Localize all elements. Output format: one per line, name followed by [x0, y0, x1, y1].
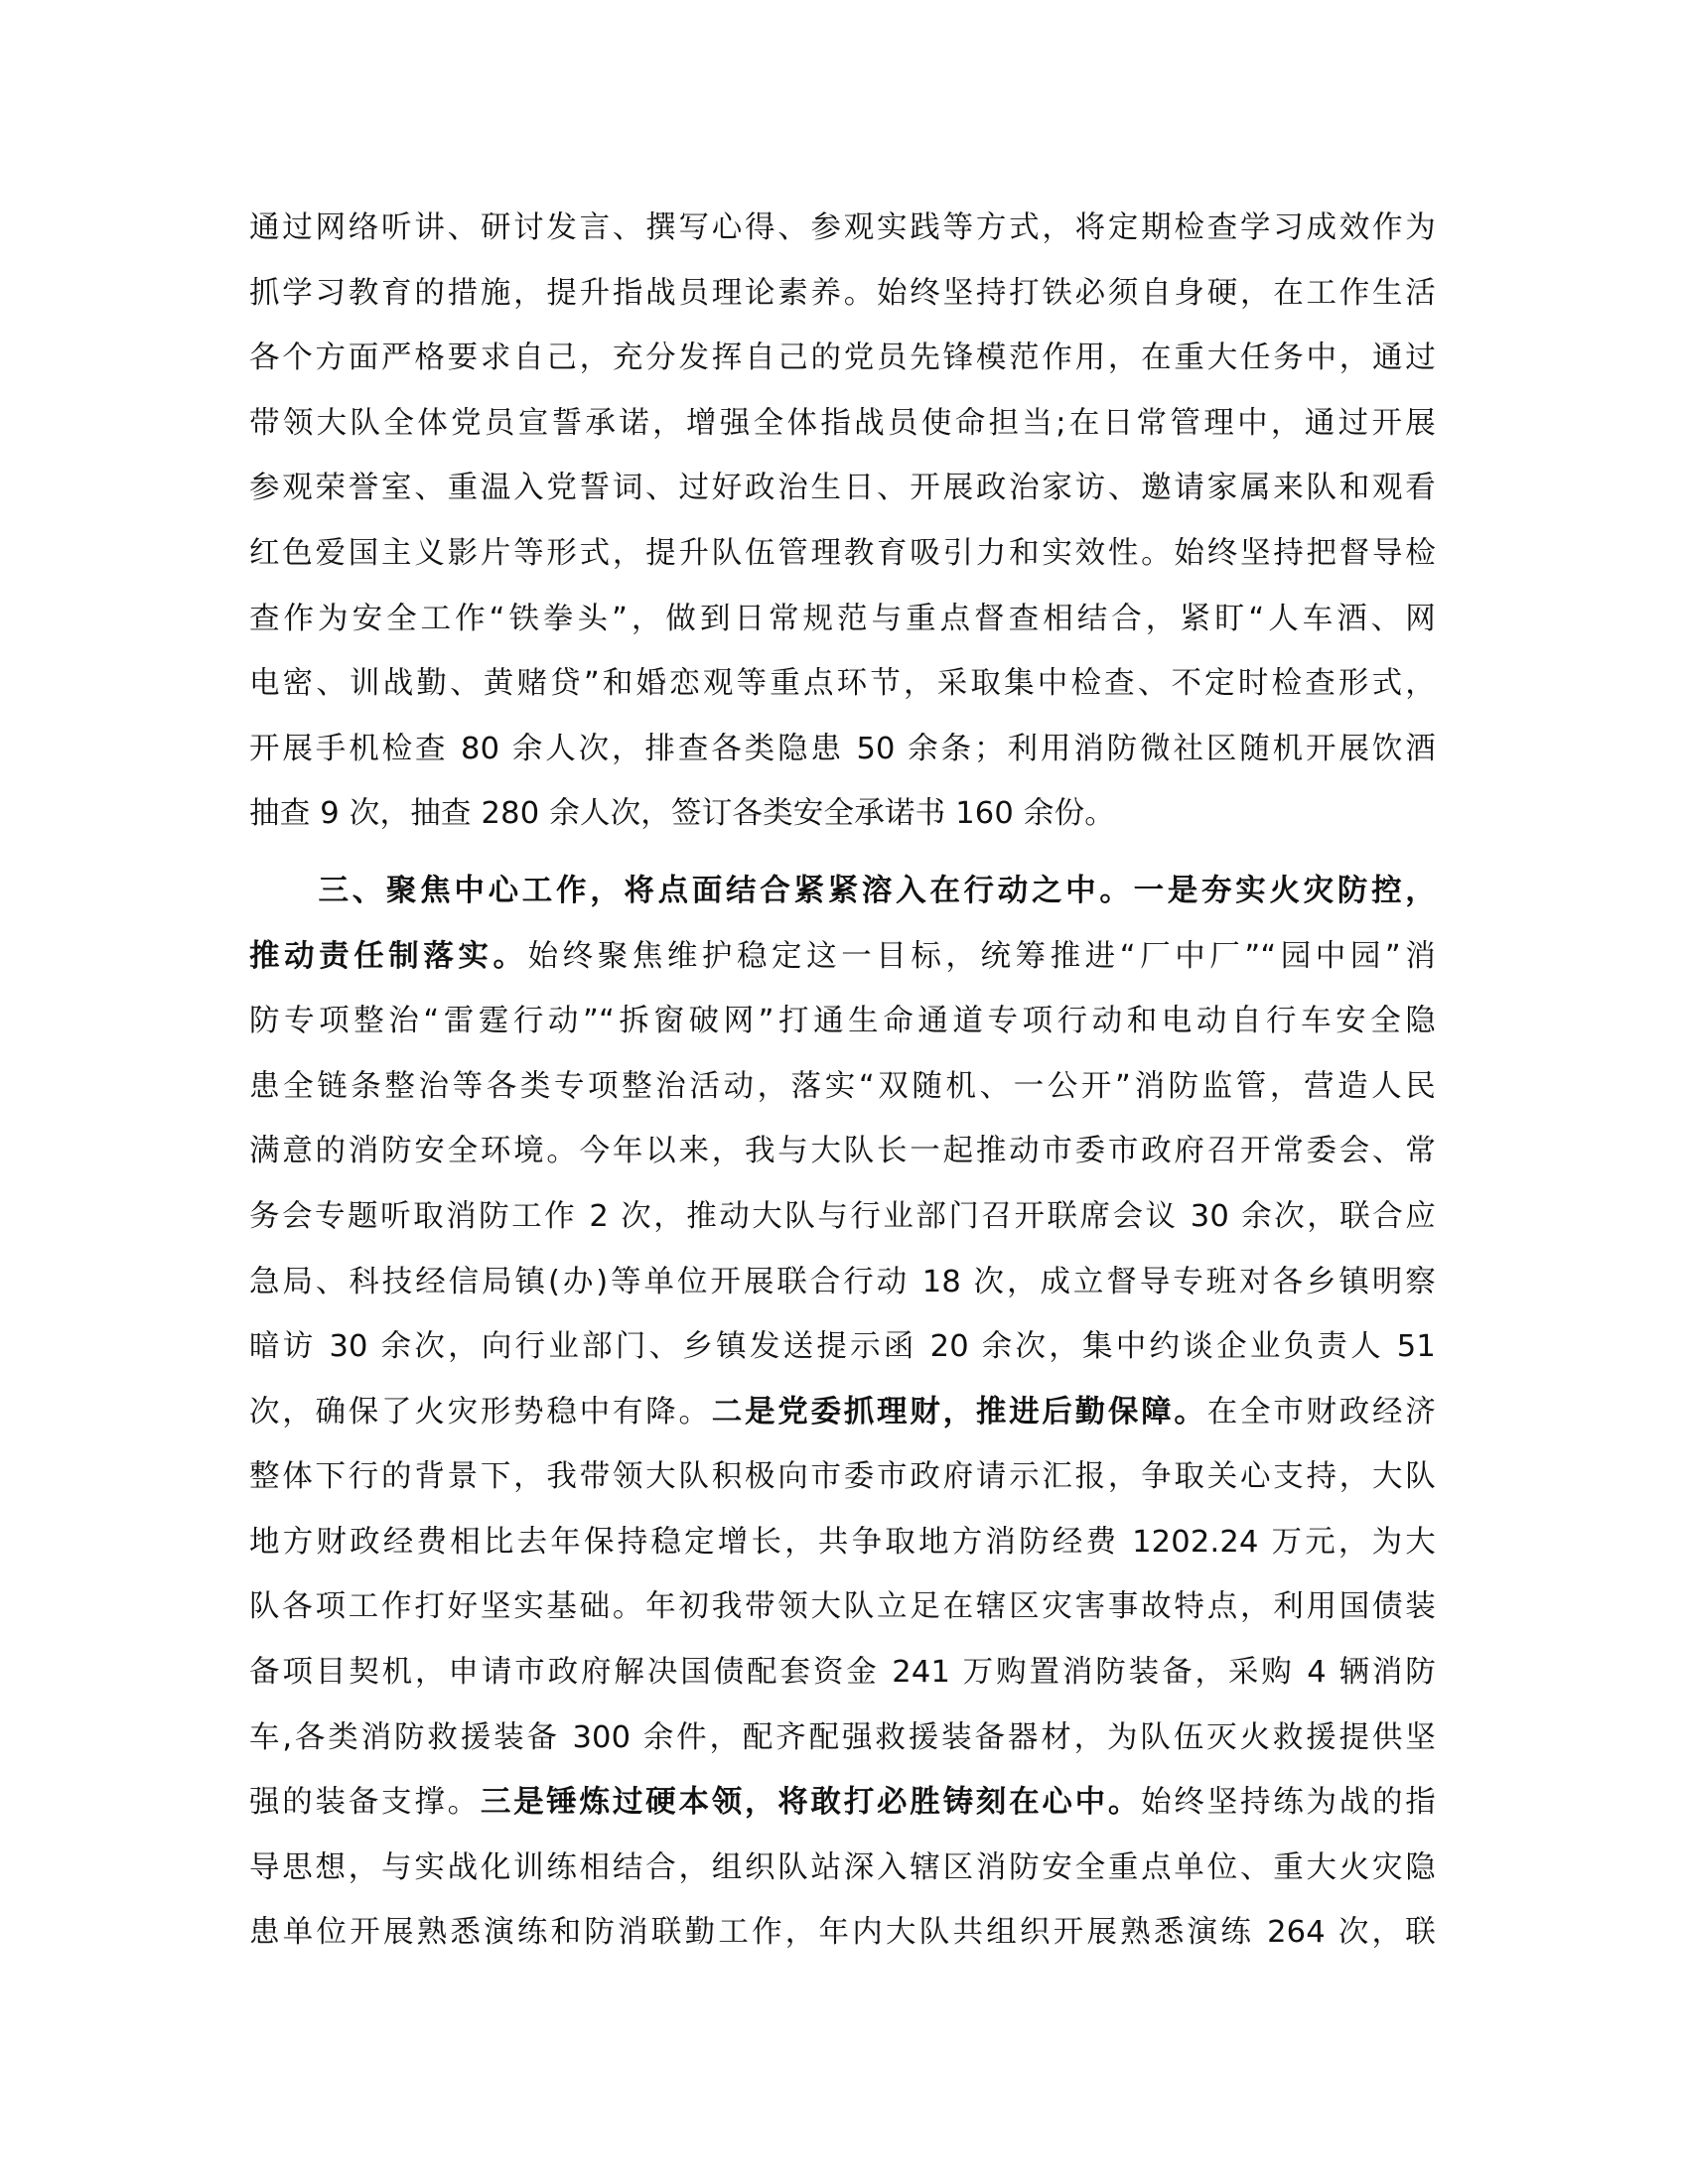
text-line: 电密、训战勤、黄赌贷”和婚恋观等重点环节，采取集中检查、不定时检查形式， — [249, 666, 1436, 702]
text-line: 各个方面严格要求自己，充分发挥自己的党员先锋模范作用，在重大任务中，通过 — [249, 341, 1436, 376]
text-line: 查作为安全工作“铁拳头”，做到日常规范与重点督查相结合，紧盯“人车酒、网 — [249, 601, 1436, 636]
text-line: 地方财政经费相比去年保持稳定增长，共争取地方消防经费 1202.24 万元，为大 — [249, 1524, 1436, 1560]
text-run: 在全市财政经济 — [1206, 1394, 1436, 1430]
document-body — [249, 196, 1436, 1966]
text-run: 始终坚持练为战的指 — [1141, 1785, 1436, 1821]
text-line: 整体下行的背景下，我带领大队积极向市委市政府请示汇报，争取关心支持，大队 — [249, 1459, 1436, 1495]
text-run: 始终聚焦维护稳定这一目标，统筹推进“厂中厂”“园中园”消 — [527, 938, 1436, 974]
paragraph-1 — [249, 196, 1436, 847]
text-line: 务会专题听取消防工作 2 次，推动大队与行业部门召开联席会议 30 余次，联合应 — [249, 1198, 1436, 1234]
text-run: 次，确保了火灾形势稳中有降。 — [249, 1394, 712, 1430]
text-line: 满意的消防安全环境。今年以来，我与大队长一起推动市委市政府召开常委会、常 — [249, 1134, 1436, 1169]
text-line: 防专项整治“雷霆行动”“拆窗破网”打通生命通道专项行动和电动自行车安全隐 — [249, 1004, 1436, 1039]
text-line: 暗访 30 余次，向行业部门、乡镇发送提示函 20 余次，集中约谈企业负责人 51 — [249, 1329, 1436, 1365]
text-line: 通过网络听讲、研讨发言、撰写心得、参观实践等方式，将定期检查学习成效作为 — [249, 210, 1436, 245]
text-line — [249, 924, 1436, 990]
text-line — [249, 1380, 1436, 1445]
text-line: 抽查 9 次，抽查 280 余人次，签订各类安全承诺书 160 余份。 — [249, 796, 1116, 832]
text-line: 参观荣誉室、重温入党誓词、过好政治生日、开展政治家访、邀请家属来队和观看 — [249, 471, 1436, 506]
text-line: 带领大队全体党员宣誓承诺，增强全体指战员使命担当;在日常管理中，通过开展 — [249, 405, 1436, 441]
text-line — [249, 1770, 1436, 1836]
text-line: 抓学习教育的措施，提升指战员理论素养。始终坚持打铁必须自身硬，在工作生活 — [249, 275, 1436, 311]
text-line: 患全链条整治等各类专项整治活动，落实“双随机、一公开”消防监管，营造人民 — [249, 1068, 1436, 1104]
bold-subheading: 二是党委抓理财，推进后勤保障。 — [711, 1394, 1207, 1430]
bold-subheading: 推动责任制落实。 — [249, 938, 528, 974]
section-heading: 三、聚焦中心工作，将点面结合紧紧溶入在行动之中。一是夯实火灾防控， — [315, 873, 1436, 908]
text-line: 车,各类消防救援装备 300 余件，配齐配强救援装备器材，为队伍灭火救援提供坚 — [249, 1719, 1436, 1755]
text-line: 开展手机检查 80 余人次，排查各类隐患 50 余条；利用消防微社区随机开展饮酒 — [249, 731, 1436, 766]
text-line: 导思想，与实战化训练相结合，组织队站深入辖区消防安全重点单位、重大火灾隐 — [249, 1849, 1436, 1885]
text-run: 强的装备支撑。 — [249, 1785, 481, 1821]
text-line: 红色爱国主义影片等形式，提升队伍管理教育吸引力和实效性。始终坚持把督导检 — [249, 535, 1436, 571]
text-line — [249, 859, 1436, 924]
paragraph-2 — [249, 859, 1436, 1966]
text-line: 急局、科技经信局镇(办)等单位开展联合行动 18 次，成立督导专班对各乡镇明察 — [249, 1264, 1436, 1299]
text-line: 队各项工作打好坚实基础。年初我带领大队立足在辖区灾害事故特点，利用国债装 — [249, 1589, 1436, 1625]
text-line: 患单位开展熟悉演练和防消联勤工作，年内大队共组织开展熟悉演练 264 次，联 — [249, 1915, 1436, 1951]
bold-subheading: 三是锤炼过硬本领，将敢打必胜铸刻在心中。 — [480, 1785, 1142, 1821]
text-line: 备项目契机，申请市政府解决国债配套资金 241 万购置消防装备，采购 4 辆消防 — [249, 1655, 1436, 1691]
